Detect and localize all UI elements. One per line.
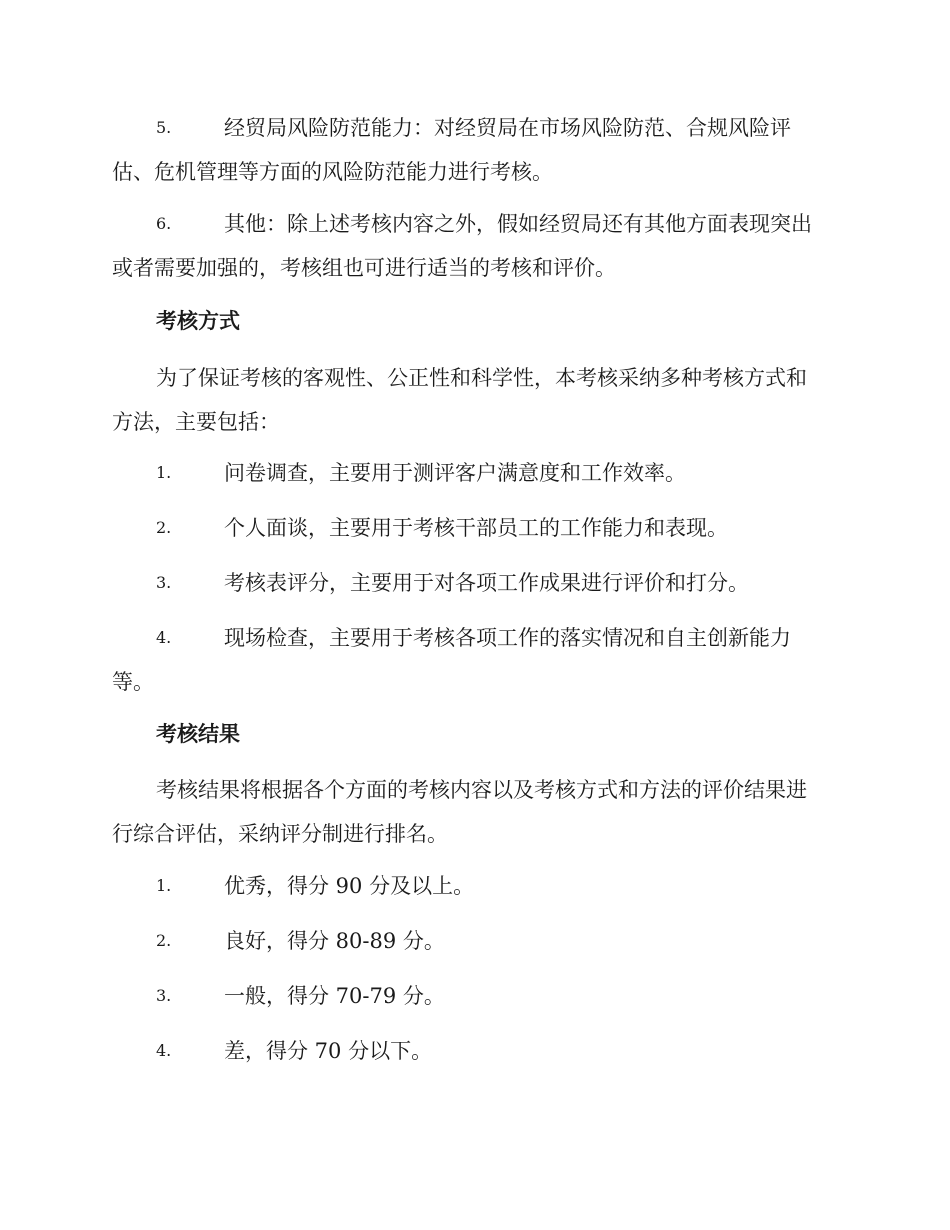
list-item-method-2 xyxy=(112,506,834,550)
list-number: 2. xyxy=(156,518,172,537)
list-item-result-3 xyxy=(112,974,834,1018)
list-item-5 xyxy=(112,106,834,194)
list-text-line: 问卷调查，主要用于测评客户满意度和工作效率。 xyxy=(224,461,686,485)
paragraph-result-intro xyxy=(112,768,834,856)
list-number: 3. xyxy=(156,573,172,592)
section-heading-method: 考核方式 xyxy=(156,308,240,333)
list-number: 3. xyxy=(156,986,172,1005)
list-text-line: 个人面谈，主要用于考核干部员工的工作能力和表现。 xyxy=(224,516,728,540)
list-number: 1. xyxy=(156,463,172,482)
list-text-continuation: 等。 xyxy=(112,670,154,694)
list-text-line: 考核表评分，主要用于对各项工作成果进行评价和打分。 xyxy=(224,571,749,595)
paragraph-line: 方法，主要包括： xyxy=(112,410,280,434)
list-text-continuation: 估、危机管理等方面的风险防范能力进行考核。 xyxy=(112,160,553,184)
section-heading-result: 考核结果 xyxy=(156,721,240,746)
paragraph-line: 为了保证考核的客观性、公正性和科学性，本考核采纳多种考核方式和 xyxy=(156,366,807,390)
list-number: 2. xyxy=(156,931,172,950)
paragraph-line: 行综合评估，采纳评分制进行排名。 xyxy=(112,822,448,846)
list-item-method-3 xyxy=(112,561,834,605)
list-item-method-1 xyxy=(112,451,834,495)
list-item-result-1 xyxy=(112,864,834,908)
list-item-result-2 xyxy=(112,919,834,963)
list-text-line: 现场检查，主要用于考核各项工作的落实情况和自主创新能力 xyxy=(224,626,791,650)
list-number: 5. xyxy=(156,118,172,137)
list-number: 1. xyxy=(156,876,172,895)
list-number: 6. xyxy=(156,214,172,233)
paragraph-method-intro xyxy=(112,356,834,444)
list-text-line: 其他：除上述考核内容之外，假如经贸局还有其他方面表现突出 xyxy=(224,212,812,236)
list-number: 4. xyxy=(156,1041,172,1060)
list-text-line: 良好，得分 80-89 分。 xyxy=(224,929,445,953)
list-item-6 xyxy=(112,202,834,290)
paragraph-line: 考核结果将根据各个方面的考核内容以及考核方式和方法的评价结果进 xyxy=(156,778,807,802)
list-item-method-4 xyxy=(112,616,834,704)
list-text-line: 一般，得分 70-79 分。 xyxy=(224,984,445,1008)
list-text-continuation: 或者需要加强的，考核组也可进行适当的考核和评价。 xyxy=(112,256,616,280)
list-text-line: 优秀，得分 90 分及以上。 xyxy=(224,874,475,898)
list-text-line: 经贸局风险防范能力：对经贸局在市场风险防范、合规风险评 xyxy=(224,116,791,140)
list-item-result-4 xyxy=(112,1029,834,1073)
list-text-line: 差，得分 70 分以下。 xyxy=(224,1039,433,1063)
list-number: 4. xyxy=(156,628,172,647)
